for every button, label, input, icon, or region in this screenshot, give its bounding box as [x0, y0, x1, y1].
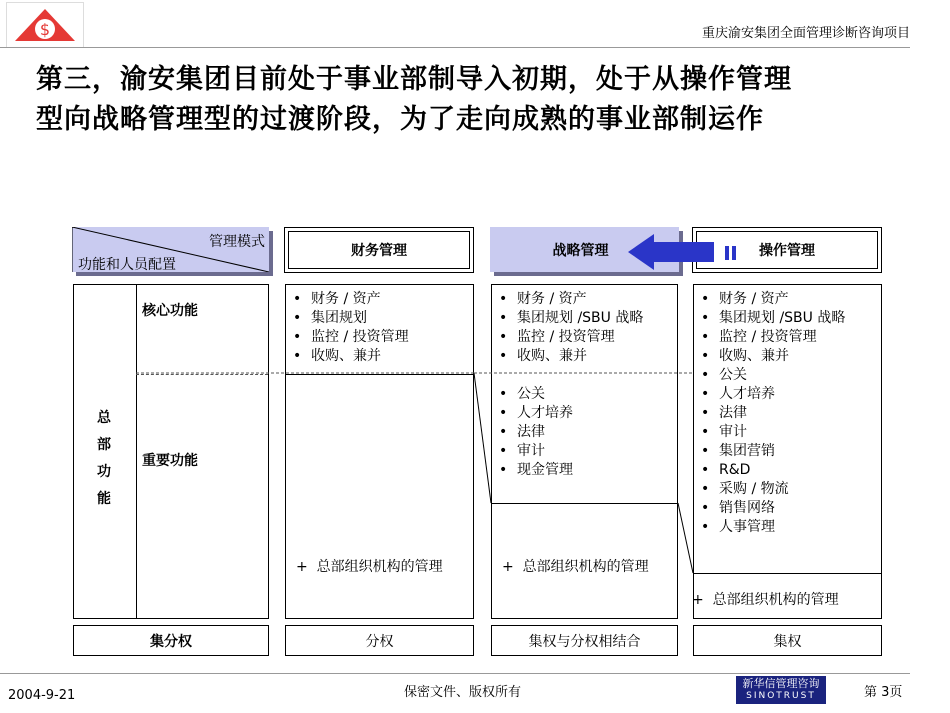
logo-text-right: 安 [63, 18, 73, 28]
bottom-value-strategy: 集权与分权相结合 [491, 625, 678, 656]
list-item: • 销售网络 [693, 499, 789, 518]
page-number: 第 3页 [864, 685, 903, 700]
slide-title-line-1: 第三，渝安集团目前处于事业部制导入初期，处于从操作管理 [36, 64, 792, 95]
sinotrust-logo [736, 676, 826, 704]
company-logo [6, 2, 84, 48]
strategy-important-list [491, 385, 573, 480]
list-item: • 收购、兼并 [285, 347, 409, 366]
list-item: • 集团规划 [285, 309, 409, 328]
corner-header [72, 227, 269, 272]
footer-date: 2004-9-21 [8, 688, 76, 703]
footer-divider [0, 673, 910, 674]
slide-title [36, 60, 916, 140]
operation-core-list [693, 290, 845, 366]
project-title: 重庆渝安集团全面管理诊断咨询项目 [701, 26, 910, 41]
list-item: • 集团规划 /SBU 战略 [491, 309, 643, 328]
column-header-finance: 财务管理 [284, 227, 474, 273]
bottom-row-header: 集分权 [73, 625, 269, 656]
corner-bottom-label: 功能和人员配置 [78, 257, 176, 273]
list-item: • 监控 / 投资管理 [285, 328, 409, 347]
list-item: • 监控 / 投资管理 [693, 328, 845, 347]
finance-core-list [285, 290, 409, 366]
brand-en: SINOTRUST [746, 691, 816, 701]
transition-arrow-icon [628, 232, 752, 272]
list-item: • 法律 [491, 423, 573, 442]
list-item: • 人事管理 [693, 518, 789, 537]
sub-row-core: 核心功能 [142, 303, 198, 319]
header-divider [0, 47, 910, 48]
strategy-plus-item: + 总部组织机构的管理 [502, 559, 649, 575]
list-item: • 集团规划 /SBU 战略 [693, 309, 845, 328]
list-item: • 公关 [491, 385, 573, 404]
logo-text-left: 渝 [19, 18, 29, 28]
svg-text:$: $ [39, 20, 51, 39]
list-item: • 公关 [693, 366, 789, 385]
list-item: • 集团营销 [693, 442, 789, 461]
bottom-value-operation: 集权 [693, 625, 882, 656]
strategy-divider [491, 503, 678, 504]
column-header-strategy: 战略管理 [490, 227, 679, 272]
bottom-value-finance: 分权 [285, 625, 474, 656]
operation-plus-item: + 总部组织机构的管理 [692, 592, 839, 608]
row-header-hq-function: 总 部 功 能 [97, 410, 111, 507]
list-item: • 人才培养 [693, 385, 789, 404]
list-item: • R&D [693, 461, 789, 480]
corner-top-label: 管理模式 [209, 234, 265, 250]
column-header-operation: 操作管理 [692, 227, 882, 273]
footer-confidential: 保密文件、版权所有 [404, 685, 522, 700]
finance-plus-item: + 总部组织机构的管理 [296, 559, 443, 575]
list-item: • 财务 / 资产 [285, 290, 409, 309]
list-item: • 法律 [693, 404, 789, 423]
operation-divider [693, 573, 882, 574]
strategy-core-list [491, 290, 643, 366]
row-header-block [73, 284, 269, 619]
brand-cn: 新华信管理咨询 [742, 677, 820, 690]
list-item: • 财务 / 资产 [693, 290, 845, 309]
list-item: • 人才培养 [491, 404, 573, 423]
slide-title-line-2: 型向战略管理型的过渡阶段，为了走向成熟的事业部制运作 [36, 104, 764, 135]
list-item: • 审计 [491, 442, 573, 461]
list-item: • 收购、兼并 [693, 347, 845, 366]
operation-important-list [693, 366, 789, 537]
list-item: • 收购、兼并 [491, 347, 643, 366]
list-item: • 现金管理 [491, 461, 573, 480]
list-item: • 审计 [693, 423, 789, 442]
list-item: • 监控 / 投资管理 [491, 328, 643, 347]
list-item: • 采购 / 物流 [693, 480, 789, 499]
list-item: • 财务 / 资产 [491, 290, 643, 309]
sub-row-important: 重要功能 [142, 453, 198, 469]
